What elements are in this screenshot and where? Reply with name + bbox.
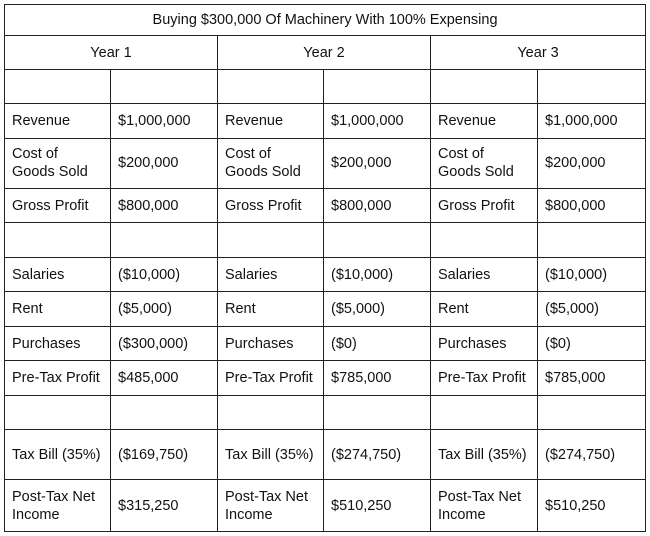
pre-tax-profit-value-y2: $785,000 (324, 361, 431, 396)
revenue-row (5, 104, 646, 139)
post-tax-net-income-row (5, 480, 646, 532)
year-3-header: Year 3 (431, 36, 646, 70)
cogs-value-y2: $200,000 (324, 139, 431, 189)
gross-profit-value-y2: $800,000 (324, 188, 431, 223)
revenue-value-y1: $1,000,000 (111, 104, 218, 139)
gross-profit-value-y3: $800,000 (538, 188, 646, 223)
rent-value-y2: ($5,000) (324, 292, 431, 327)
revenue-value-y3: $1,000,000 (538, 104, 646, 139)
salaries-value-y1: ($10,000) (111, 257, 218, 292)
purchases-label-y3: Purchases (431, 326, 538, 361)
table-title: Buying $300,000 Of Machinery With 100% Expensing (5, 5, 646, 36)
salaries-value-y2: ($10,000) (324, 257, 431, 292)
spacer-row (5, 69, 646, 104)
year-header-row (5, 36, 646, 70)
cogs-label-y3: Cost of Goods Sold (431, 139, 538, 189)
expensing-table (4, 4, 646, 532)
purchases-label-y1: Purchases (5, 326, 111, 361)
pre-tax-profit-value-y1: $485,000 (111, 361, 218, 396)
net-income-value-y2: $510,250 (324, 480, 431, 532)
pre-tax-profit-label-y3: Pre-Tax Profit (431, 361, 538, 396)
purchases-value-y1: ($300,000) (111, 326, 218, 361)
tax-bill-value-y1: ($169,750) (111, 430, 218, 480)
gross-profit-label-y2: Gross Profit (218, 188, 324, 223)
tax-bill-value-y3: ($274,750) (538, 430, 646, 480)
purchases-value-y2: ($0) (324, 326, 431, 361)
pre-tax-profit-value-y3: $785,000 (538, 361, 646, 396)
rent-value-y3: ($5,000) (538, 292, 646, 327)
spacer-row (5, 395, 646, 430)
net-income-value-y3: $510,250 (538, 480, 646, 532)
salaries-value-y3: ($10,000) (538, 257, 646, 292)
year-1-header: Year 1 (5, 36, 218, 70)
revenue-label-y3: Revenue (431, 104, 538, 139)
tax-bill-label-y3: Tax Bill (35%) (431, 430, 538, 480)
cogs-value-y3: $200,000 (538, 139, 646, 189)
rent-value-y1: ($5,000) (111, 292, 218, 327)
gross-profit-label-y1: Gross Profit (5, 188, 111, 223)
pre-tax-profit-label-y1: Pre-Tax Profit (5, 361, 111, 396)
gross-profit-value-y1: $800,000 (111, 188, 218, 223)
tax-bill-label-y2: Tax Bill (35%) (218, 430, 324, 480)
cogs-label-y2: Cost of Goods Sold (218, 139, 324, 189)
tax-bill-label-y1: Tax Bill (35%) (5, 430, 111, 480)
cogs-row (5, 139, 646, 189)
rent-label-y2: Rent (218, 292, 324, 327)
rent-row (5, 292, 646, 327)
net-income-label-y3: Post-Tax Net Income (431, 480, 538, 532)
year-2-header: Year 2 (218, 36, 431, 70)
salaries-label-y3: Salaries (431, 257, 538, 292)
tax-bill-value-y2: ($274,750) (324, 430, 431, 480)
net-income-label-y1: Post-Tax Net Income (5, 480, 111, 532)
salaries-row (5, 257, 646, 292)
pre-tax-profit-label-y2: Pre-Tax Profit (218, 361, 324, 396)
revenue-value-y2: $1,000,000 (324, 104, 431, 139)
rent-label-y1: Rent (5, 292, 111, 327)
spacer-row (5, 223, 646, 258)
revenue-label-y1: Revenue (5, 104, 111, 139)
net-income-value-y1: $315,250 (111, 480, 218, 532)
pre-tax-profit-row (5, 361, 646, 396)
revenue-label-y2: Revenue (218, 104, 324, 139)
gross-profit-row (5, 188, 646, 223)
cogs-label-y1: Cost of Goods Sold (5, 139, 111, 189)
tax-bill-row (5, 430, 646, 480)
net-income-label-y2: Post-Tax Net Income (218, 480, 324, 532)
title-row (5, 5, 646, 36)
purchases-value-y3: ($0) (538, 326, 646, 361)
cogs-value-y1: $200,000 (111, 139, 218, 189)
rent-label-y3: Rent (431, 292, 538, 327)
salaries-label-y1: Salaries (5, 257, 111, 292)
salaries-label-y2: Salaries (218, 257, 324, 292)
gross-profit-label-y3: Gross Profit (431, 188, 538, 223)
purchases-row (5, 326, 646, 361)
purchases-label-y2: Purchases (218, 326, 324, 361)
